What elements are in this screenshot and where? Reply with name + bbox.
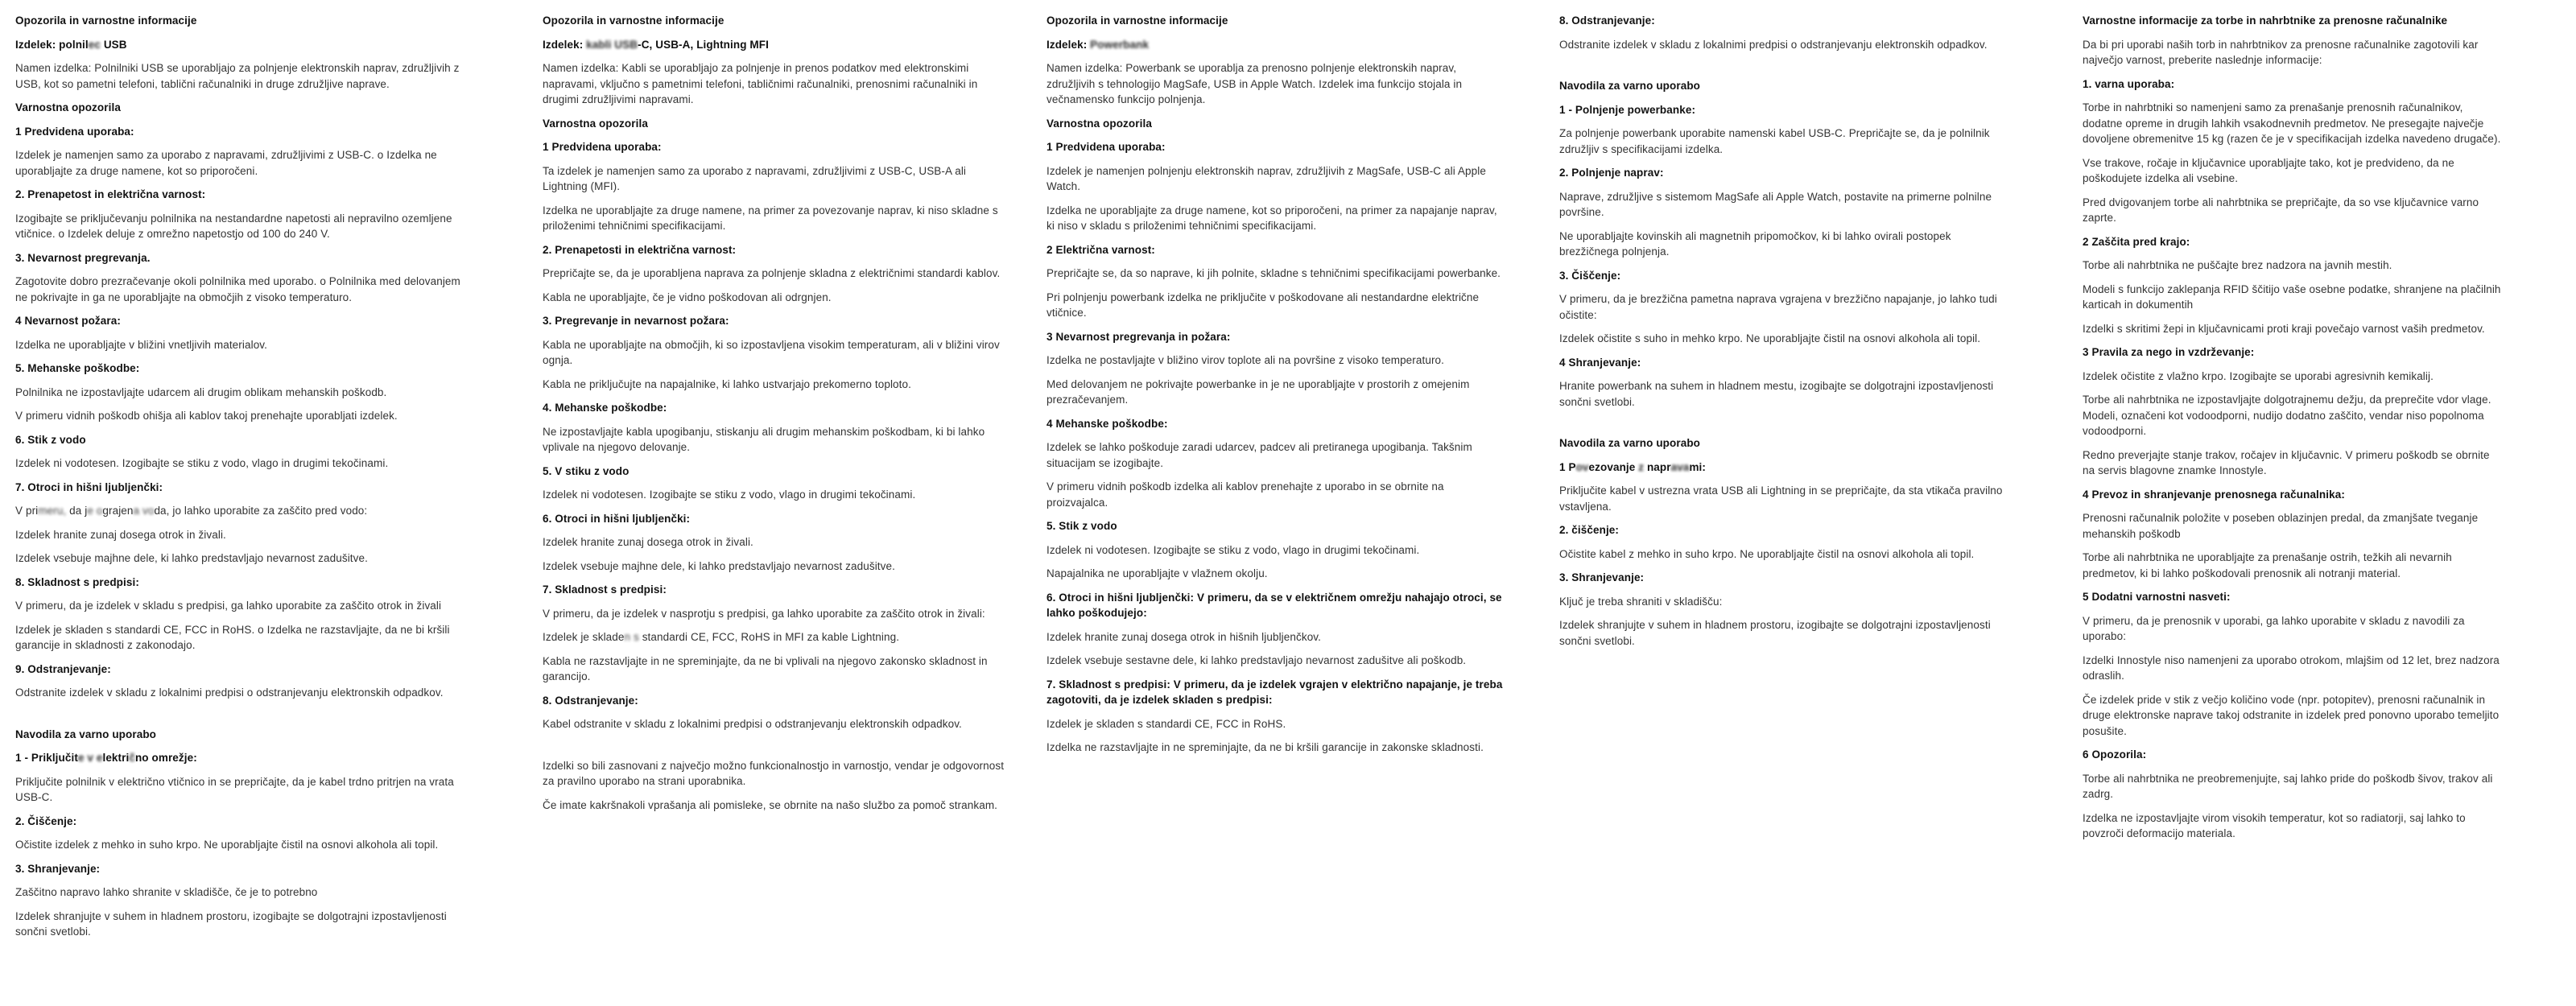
section-heading: [1046, 590, 1507, 621]
section-heading: [15, 575, 466, 591]
paragraph: [543, 266, 1005, 282]
text-run: Prepričajte se, da so naprave, ki jih polnite, skladne s tehničnimi specifikacijami powerbanke.: [1046, 267, 1501, 279]
section-heading: [15, 662, 466, 678]
text-run: Izdelek je skladen s standardi CE, FCC in RoHS.: [1046, 717, 1286, 730]
text-run: Izdelek se lahko poškoduje zaradi udarcev, padcev ali pretiranega upogibanja. Takšnim situacijam se izogibajte.: [1046, 441, 1472, 469]
paragraph: [2083, 369, 2501, 385]
paragraph: [2083, 613, 2501, 645]
paragraph: [15, 598, 466, 614]
section-heading: [1046, 518, 1507, 534]
text-run: 2 Električna varnost:: [1046, 243, 1155, 256]
section-heading: [2083, 13, 2501, 29]
blurred-text: kabli USB: [586, 38, 638, 51]
text-run: Opozorila in varnostne informacije: [1046, 14, 1228, 27]
blank-line: [15, 709, 466, 727]
section-heading: [15, 37, 466, 53]
text-run: Kabla ne uporabljajte, če je vidno poškodovan ali odrgnjen.: [543, 291, 832, 303]
section-heading: [15, 727, 466, 743]
column-cables: [543, 13, 1005, 821]
paragraph: [543, 798, 1005, 814]
text-run: Zaščitno napravo lahko shranite v skladišče, če je to potrebno: [15, 886, 318, 898]
text-run: 1 Predvidena uporaba:: [543, 141, 662, 153]
section-heading: [543, 693, 1005, 709]
text-run: 2. Polnjenje naprav:: [1559, 167, 1664, 179]
paragraph: [15, 147, 466, 179]
text-run: Izdelek je namenjen polnjenju elektronskih naprav, združljivih z MagSafe, USB-C ali Apple Watch.: [1046, 164, 1486, 192]
text-run: Torbe ali nahrbtnika ne uporabljajte za prenašanje ostrih, težkih ali nevarnih predmetov, ki bi lahko poškodovali prenosnik ali notranji material.: [2083, 551, 2452, 579]
paragraph: [1559, 483, 2010, 514]
section-heading: [15, 100, 466, 116]
paragraph: [1046, 60, 1507, 108]
paragraph: [2083, 258, 2501, 274]
text-run: Za polnjenje powerbank uporabite namenski kabel USB-C. Prepričajte se, da je polnilnik združljiv s specifikacijami izdelka.: [1559, 127, 1990, 155]
text-run: Izdelka ne uporabljajte za druge namene, kot so priporočeni, na primer za napajanje naprav, ki niso v skladu s priloženimi tehničnimi specifikacijami.: [1046, 204, 1497, 232]
paragraph: [543, 290, 1005, 306]
section-heading: [543, 511, 1005, 527]
section-heading: [15, 313, 466, 329]
text-run: 4. Mehanske poškodbe:: [543, 402, 667, 414]
text-run: Hranite powerbank na suhem in hladnem mestu, izogibajte se dolgotrajni izpostavljenosti sončni svetlobi.: [1559, 380, 1994, 408]
text-run: Namen izdelka: Kabli se uporabljajo za polnjenje in prenos podatkov med elektronskimi napravami, vključno s pametnimi telefoni, tabličnimi računalniki, prenosnimi računalniki in drugimi združljivimi napravami.: [543, 62, 978, 105]
paragraph: [2083, 321, 2501, 337]
text-run: Ključ je treba shraniti v skladišču:: [1559, 595, 1723, 608]
text-run: Naprave, združljive s sistemom MagSafe ali Apple Watch, postavite na primerne polnilne površine.: [1559, 190, 1992, 218]
text-run: Da bi pri uporabi naših torb in nahrbtnikov za prenosne računalnike zagotovili kar največjo varnost, preberite naslednje informacije:: [2083, 38, 2479, 66]
column-charger-usb: [15, 13, 466, 948]
section-heading: [543, 116, 1005, 132]
text-run: Prepričajte se, da je uporabljena naprava za polnjenje skladna z električnimi standardi kablov.: [543, 267, 1001, 279]
paragraph: [543, 534, 1005, 550]
paragraph: [543, 716, 1005, 732]
blurred-text: e v e: [77, 752, 103, 764]
text-run: 2. Prenapetosti in električna varnost:: [543, 243, 737, 256]
text-run: Izdelek vsebuje sestavne dele, ki lahko predstavljajo nevarnost zadušitve ali poškodb.: [1046, 654, 1467, 666]
paragraph: [2083, 810, 2501, 842]
section-heading: [15, 480, 466, 496]
text-run: 3. Nevarnost pregrevanja.: [15, 251, 151, 264]
text-run: da j: [66, 505, 88, 517]
text-run: V primeru, da je brezžična pametna naprava vgrajena v brezžično napajanje, jo lahko tudi očistite:: [1559, 293, 1997, 321]
paragraph: [15, 622, 466, 653]
paragraph: [1046, 353, 1507, 369]
text-run: 1 Predvidena uporaba:: [15, 125, 134, 138]
section-heading: [15, 432, 466, 448]
text-run: 5 Dodatni varnostni nasveti:: [2083, 591, 2231, 603]
text-run: 6. Stik z vodo: [15, 433, 86, 446]
paragraph: [15, 337, 466, 353]
text-run: napr: [1644, 460, 1671, 473]
text-run: 2. Prenapetost in električna varnost:: [15, 188, 206, 200]
section-heading: [2083, 76, 2501, 93]
section-heading: [2083, 747, 2501, 763]
paragraph: [1559, 331, 2010, 347]
text-run: standardi CE, FCC, RoHS in MFI za kable Lightning.: [642, 631, 900, 643]
section-heading: [1046, 37, 1507, 53]
paragraph: [15, 456, 466, 472]
column-powerbank-usage: [1559, 13, 2010, 657]
paragraph: [1559, 37, 2010, 53]
blurred-text: a vo: [133, 505, 155, 517]
text-run: V primeru vidnih poškodb ohišja ali kablov takoj prenehajte uporabljati izdelek.: [15, 410, 398, 422]
text-run: 1 Predvidena uporaba:: [1046, 141, 1166, 153]
text-run: Varnostne informacije za torbe in nahrbtnike za prenosne računalnike: [2083, 14, 2448, 27]
paragraph: [543, 377, 1005, 393]
text-run: Če imate kakršnakoli vprašanja ali pomisleke, se obrnite na našo službo za pomoč strankam.: [543, 798, 998, 811]
section-heading: [1046, 677, 1507, 708]
section-heading: [2083, 344, 2501, 361]
paragraph: [15, 685, 466, 701]
section-heading: [1559, 165, 2010, 181]
text-run: Izdelka ne izpostavljajte virom visokih temperatur, kot so radiatorji, saj lahko to povzroči deformacijo materiala.: [2083, 811, 2466, 839]
paragraph: [15, 503, 466, 519]
section-heading: [2083, 234, 2501, 250]
text-run: Izogibajte se priključevanju polnilnika na nestandardne napetosti ali nepravilno ozemljene vtičnice. o Izdelek deluje z omrežno napetostjo od 100 do 240 V.: [15, 212, 452, 240]
text-run: Izdelek je skladen s standardi CE, FCC in RoHS. o Izdelka ne razstavljajte, da ne bi kršili garancije in skladnosti z zakonodajo.: [15, 623, 450, 651]
text-run: Izdelek hranite zunaj dosega otrok in živali.: [543, 536, 753, 548]
paragraph: [1559, 291, 2010, 323]
section-heading: [1046, 116, 1507, 132]
text-run: 4 Nevarnost požara:: [15, 315, 121, 327]
section-heading: [1559, 522, 2010, 538]
text-run: Vse trakove, ročaje in ključavnice uporabljajte tako, kot je predvideno, da ne poškodujete izdelka ali vsebine.: [2083, 156, 2454, 184]
paragraph: [1046, 653, 1507, 669]
text-run: Odstranite izdelek v skladu z lokalnimi predpisi o odstranjevanju elektronskih odpadkov.: [15, 686, 444, 699]
blank-line: [1559, 60, 2010, 78]
section-heading: [1559, 355, 2010, 371]
text-run: Izdelek hranite zunaj dosega otrok in živali.: [15, 528, 226, 541]
text-run: Modeli s funkcijo zaklepanja RFID ščitijo vaše osebne podatke, shranjene na plačilnih karticah in dokumentih: [2083, 282, 2501, 311]
text-run: Napajalnika ne uporabljajte v vlažnem okolju.: [1046, 567, 1268, 579]
paragraph: [15, 837, 466, 853]
section-heading: [2083, 589, 2501, 605]
section-heading: [15, 814, 466, 830]
text-run: Prenosni računalnik položite v poseben oblazinjen predal, da zmanjšate tveganje mehanskih poškodb: [2083, 512, 2479, 540]
text-run: Opozorila in varnostne informacije: [543, 14, 724, 27]
text-run: Če izdelek pride v stik z večjo količino vode (npr. potopitev), prenosni računalnik in druge elektronske naprave takoj odstranite in izdelek pred ponovno uporabo temeljito posušite.: [2083, 693, 2500, 737]
section-heading: [15, 250, 466, 266]
text-run: 8. Skladnost s predpisi:: [15, 575, 139, 588]
text-run: grajen: [102, 505, 134, 517]
text-run: Izdelek očistite z vlažno krpo. Izogibajte se uporabi agresivnih kemikalij.: [2083, 369, 2434, 382]
text-run: 1 - Priključit: [15, 752, 78, 764]
paragraph: [1046, 163, 1507, 195]
text-run: 5. V stiku z vodo: [543, 464, 630, 477]
text-run: Izdelek ni vodotesen. Izogibajte se stiku z vodo, vlago in drugimi tekočinami.: [543, 489, 916, 501]
section-heading: [1559, 460, 2010, 476]
text-run: Varnostna opozorila: [15, 101, 121, 113]
paragraph: [1046, 542, 1507, 559]
text-run: Očistite kabel z mehko in suho krpo. Ne uporabljajte čistil na osnovi alkohola ali topil.: [1559, 547, 1975, 560]
text-run: 6. Otroci in hišni ljubljenčki:: [543, 512, 691, 525]
paragraph: [543, 559, 1005, 575]
paragraph: [1046, 479, 1507, 510]
paragraph: [15, 527, 466, 543]
paragraph: [1046, 266, 1507, 282]
blurred-text: ec: [88, 38, 101, 51]
text-run: Izdelek:: [543, 38, 587, 51]
paragraph: [2083, 692, 2501, 740]
text-run: 5. Stik z vodo: [1046, 520, 1117, 532]
paragraph: [15, 274, 466, 305]
blurred-text: e o: [87, 505, 103, 517]
paragraph: [543, 487, 1005, 503]
paragraph: [543, 653, 1005, 685]
paragraph: [1046, 290, 1507, 321]
blurred-text: n s: [624, 631, 642, 643]
text-run: Izdelka ne uporabljajte za druge namene, na primer za povezovanje naprav, ki niso skladne s priloženimi tehničnimi specifikacijami.: [543, 204, 998, 232]
text-run: 9. Odstranjevanje:: [15, 662, 111, 675]
section-heading: [543, 582, 1005, 598]
text-run: 4 Prevoz in shranjevanje prenosnega računalnika:: [2083, 488, 2345, 501]
text-run: 7. Otroci in hišni ljubljenčki:: [15, 480, 163, 493]
text-run: 3. Shranjevanje:: [1559, 571, 1645, 583]
paragraph: [543, 203, 1005, 234]
text-run: Izdelka ne uporabljajte v bližini vnetljivih materialov.: [15, 338, 268, 351]
text-run: Izdelek:: [1046, 38, 1091, 51]
text-run: 2. Čiščenje:: [15, 814, 77, 827]
text-run: Kabel odstranite v skladu z lokalnimi predpisi o odstranjevanju elektronskih odpadkov.: [543, 718, 962, 730]
text-run: 6. Otroci in hišni ljubljenčki: V primeru, da se v električnem omrežju nahajajo otroci, se lahko poškodujejo:: [1046, 591, 1502, 619]
paragraph: [1046, 377, 1507, 408]
text-run: 1 - Polnjenje powerbanke:: [1559, 103, 1696, 116]
paragraph: [2083, 155, 2501, 187]
paragraph: [1559, 617, 2010, 649]
text-run: 6 Opozorila:: [2083, 748, 2147, 761]
blurred-text: ava: [1670, 460, 1690, 473]
blank-line: [543, 740, 1005, 758]
text-run: Polnilnika ne izpostavljajte udarcem ali drugim oblikam mehanskih poškodb.: [15, 385, 387, 398]
text-run: Ne izpostavljajte kabla upogibanju, stiskanju ali drugim mehanskim poškodbam, ki bi lahko vplivale na njegovo delovanje.: [543, 425, 985, 453]
text-run: Torbe ali nahrbtnika ne izpostavljajte dolgotrajnemu dežju, da preprečite vdor vlage. Modeli, označeni kot vodoodporni, nudijo dodatno zaščito, vendar niso popolnoma vodoodporni.: [2083, 394, 2491, 437]
text-run: V pri: [15, 505, 39, 517]
text-run: mi:: [1689, 460, 1706, 473]
paragraph: [543, 629, 1005, 645]
paragraph: [543, 60, 1005, 108]
text-run: Priključite polnilnik v električno vtičnico in se prepričajte, da je kabel trdno pritrjen na vrata USB-C.: [15, 775, 454, 803]
paragraph: [2083, 771, 2501, 802]
text-run: 3 Nevarnost pregrevanja in požara:: [1046, 330, 1231, 343]
text-run: Izdelek shranjujte v suhem in hladnem prostoru, izogibajte se dolgotrajni izpostavljenosti sončni svetlobi.: [1559, 619, 1991, 647]
section-heading: [15, 750, 466, 766]
text-run: Namen izdelka: Polnilniki USB se uporabljajo za polnjenje elektronskih naprav, združljivih z USB, kot so pametni telefoni, tablični računalniki in druge združljive naprave.: [15, 62, 460, 90]
section-heading: [15, 861, 466, 877]
section-heading: [15, 13, 466, 29]
text-run: Pri polnjenju powerbank izdelka ne priključite v poškodovane ali nestandardne električne vtičnice.: [1046, 291, 1480, 319]
text-run: lektri: [102, 752, 130, 764]
paragraph: [2083, 37, 2501, 68]
text-run: USB: [100, 38, 127, 51]
text-run: Namen izdelka: Powerbank se uporablja za prenosno polnjenje elektronskih naprav, združljivih s tehnologijo MagSafe, USB in Apple Watch. Izdelek ima funkcijo stojala in večnamensko funkcijo polnjenja.: [1046, 62, 1463, 105]
text-run: 7. Skladnost s predpisi: V primeru, da je izdelek vgrajen v električno napajanje, je treba zagotoviti, da je izdelek skladen s predpisi:: [1046, 678, 1503, 706]
text-run: 3. Čiščenje:: [1559, 269, 1621, 282]
text-run: Opozorila in varnostne informacije: [15, 14, 197, 27]
text-run: Izdelek očistite s suho in mehko krpo. Ne uporabljajte čistil na osnovi alkohola ali topil.: [1559, 332, 1981, 344]
blank-line: [1559, 418, 2010, 435]
text-run: Torbe ali nahrbtnika ne preobremenjujte, saj lahko pride do poškodb šivov, trakov ali zadrg.: [2083, 772, 2493, 800]
text-run: Izdelki s skritimi žepi in ključavnicami proti kraji povečajo varnost vaših predmetov.: [2083, 322, 2485, 335]
column-laptop-bags: [2083, 13, 2501, 850]
paragraph: [1559, 594, 2010, 610]
text-run: Navodila za varno uporabo: [1559, 437, 1701, 449]
text-run: Izdelek ni vodotesen. Izogibajte se stiku z vodo, vlago in drugimi tekočinami.: [15, 457, 389, 469]
text-run: Navodila za varno uporabo: [1559, 80, 1701, 92]
text-run: Izdelek: polnil: [15, 38, 89, 51]
text-run: V primeru, da je izdelek v nasprotju s predpisi, ga lahko uporabite za zaščito otrok in živali:: [543, 607, 985, 620]
text-run: Ta izdelek je namenjen samo za uporabo z napravami, združljivimi z USB-C, USB-A ali Lightning (MFI).: [543, 164, 967, 192]
paragraph: [15, 408, 466, 424]
blurred-text: meru,: [38, 505, 67, 517]
text-run: Zagotovite dobro prezračevanje okoli polnilnika med uporabo. o Polnilnika med delovanjem ne pokrivajte in ga ne uporabljajte na območjih z visoko temperaturo.: [15, 275, 460, 303]
blurred-text: Powerbank: [1090, 38, 1150, 51]
text-run: Varnostna opozorila: [1046, 117, 1152, 130]
paragraph: [1046, 629, 1507, 645]
text-run: 2. čiščenje:: [1559, 524, 1619, 536]
section-heading: [15, 187, 466, 203]
section-heading: [543, 464, 1005, 480]
paragraph: [15, 550, 466, 567]
section-heading: [1046, 416, 1507, 432]
paragraph: [1559, 189, 2010, 221]
text-run: 8. Odstranjevanje:: [1559, 14, 1655, 27]
paragraph: [543, 424, 1005, 456]
paragraph: [1559, 126, 2010, 157]
text-run: Navodila za varno uporabo: [15, 728, 157, 740]
text-run: V primeru vidnih poškodb izdelka ali kablov prenehajte z uporabo in se obrnite na proizvajalca.: [1046, 480, 1444, 509]
section-heading: [2083, 487, 2501, 503]
text-run: Izdelek je namenjen samo za uporabo z napravami, združljivimi z USB-C. o Izdelka ne uporabljajte za druge namene, kot so priporočeni.: [15, 149, 437, 177]
text-run: 2 Zaščita pred krajo:: [2083, 235, 2190, 248]
text-run: Izdelek ni vodotesen. Izogibajte se stiku z vodo, vlago in drugimi tekočinami.: [1046, 543, 1420, 556]
paragraph: [1559, 546, 2010, 563]
text-run: Kabla ne priključujte na napajalnike, ki lahko ustvarjajo prekomerno toploto.: [543, 377, 911, 390]
section-heading: [1559, 13, 2010, 29]
section-heading: [543, 242, 1005, 258]
text-run: Izdelka ne razstavljajte in ne spreminjajte, da ne bi kršili garancije in zakonske skladnosti.: [1046, 741, 1484, 753]
section-heading: [543, 400, 1005, 416]
column-powerbank: [1046, 13, 1507, 764]
text-run: 3. Shranjevanje:: [15, 862, 101, 875]
section-heading: [15, 361, 466, 377]
paragraph: [543, 606, 1005, 622]
section-heading: [1559, 435, 2010, 451]
section-heading: [1559, 102, 2010, 118]
section-heading: [1046, 13, 1507, 29]
text-run: Očistite izdelek z mehko in suho krpo. Ne uporabljajte čistil na osnovi alkohola ali topil.: [15, 839, 439, 851]
paragraph: [1046, 740, 1507, 756]
text-run: ezovanje: [1588, 460, 1639, 473]
text-run: Pred dvigovanjem torbe ali nahrbtnika se prepričajte, da so vse ključavnice varno zaprte.: [2083, 196, 2479, 224]
paragraph: [2083, 653, 2501, 684]
text-run: 3. Pregrevanje in nevarnost požara:: [543, 315, 729, 327]
paragraph: [2083, 282, 2501, 313]
paragraph: [15, 774, 466, 806]
section-heading: [1046, 242, 1507, 258]
text-run: 5. Mehanske poškodbe:: [15, 362, 140, 374]
text-run: Torbe in nahrbtniki so namenjeni samo za prenašanje prenosnih računalnikov, dodatne opreme in drugih lahkih vsakodnevnih predmetov. Ne presegajte največje dovoljene obremenitve 15 kg (razen če je v specifikacijah izdelka navedeno drugače).: [2083, 101, 2501, 145]
text-run: Priključite kabel v ustrezna vrata USB ali Lightning in se prepričajte, da sta vtikača pravilno vstavljena.: [1559, 484, 2003, 513]
paragraph: [1559, 378, 2010, 410]
paragraph: [1046, 439, 1507, 471]
paragraph: [15, 909, 466, 940]
section-heading: [1046, 329, 1507, 345]
paragraph: [2083, 392, 2501, 439]
text-run: Izdelek vsebuje majhne dele, ki lahko predstavljajo nevarnost zadušitve.: [543, 559, 895, 572]
section-heading: [543, 139, 1005, 155]
text-run: 4 Mehanske poškodbe:: [1046, 417, 1168, 430]
text-run: Izdelek shranjujte v suhem in hladnem prostoru, izogibajte se dolgotrajni izpostavljenosti sončni svetlobi.: [15, 909, 447, 938]
text-run: 1 P: [1559, 460, 1576, 473]
text-run: Izdelek je sklade: [543, 631, 625, 643]
text-run: -C, USB-A, Lightning MFI: [638, 38, 769, 51]
text-run: Kabla ne razstavljajte in ne spreminjajte, da ne bi vplivali na njegovo zakonsko skladnost in garancijo.: [543, 654, 988, 682]
text-run: Izdelek vsebuje majhne dele, ki lahko predstavljajo nevarnost zadušitve.: [15, 552, 368, 564]
text-run: Izdelki Innostyle niso namenjeni za uporabo otrokom, mlajšim od 12 let, brez nadzora odraslih.: [2083, 653, 2500, 682]
text-run: Izdelka ne postavljajte v bližino virov toplote ali na površine z visoko temperaturo.: [1046, 354, 1444, 366]
text-run: Redno preverjajte stanje trakov, ročajev in ključavnic. V primeru poškodb se obrnite na servis blagovne znamke Innostyle.: [2083, 448, 2490, 476]
section-heading: [543, 313, 1005, 329]
paragraph: [15, 385, 466, 401]
paragraph: [2083, 100, 2501, 147]
section-heading: [15, 124, 466, 140]
paragraph: [543, 163, 1005, 195]
blurred-text: z: [1638, 460, 1645, 473]
blurred-text: ov: [1575, 460, 1589, 473]
paragraph: [2083, 447, 2501, 479]
text-run: no omrežje:: [134, 752, 197, 764]
paragraph: [1559, 229, 2010, 260]
paragraph: [1046, 716, 1507, 732]
section-heading: [1559, 268, 2010, 284]
text-run: Odstranite izdelek v skladu z lokalnimi predpisi o odstranjevanju elektronskih odpadkov.: [1559, 38, 1988, 51]
text-run: Varnostna opozorila: [543, 117, 648, 130]
section-heading: [543, 13, 1005, 29]
text-run: Izdelki so bili zasnovani z največjo možno funkcionalnostjo in varnostjo, vendar je odgovornost za pravilno uporabo na strani uporabnika.: [543, 759, 1005, 787]
text-run: Izdelek hranite zunaj dosega otrok in hišnih ljubljenčkov.: [1046, 630, 1321, 643]
blurred-text: č: [129, 752, 135, 764]
text-run: 1. varna uporaba:: [2083, 77, 2175, 90]
text-run: da, jo lahko uporabite za zaščito pred vodo:: [154, 505, 368, 517]
paragraph: [15, 884, 466, 901]
section-heading: [543, 37, 1005, 53]
paragraph: [2083, 510, 2501, 542]
text-run: V primeru, da je izdelek v skladu s predpisi, ga lahko uporabite za zaščito otrok in živali: [15, 600, 442, 612]
text-run: 8. Odstranjevanje:: [543, 694, 638, 707]
text-run: V primeru, da je prenosnik v uporabi, ga lahko uporabite v skladu z navodili za uporabo:: [2083, 614, 2465, 642]
text-run: Ne uporabljajte kovinskih ali magnetnih pripomočkov, ki bi lahko ovirali postopek brezžičnega polnjenja.: [1559, 229, 1951, 258]
text-run: 3 Pravila za nego in vzdrževanje:: [2083, 346, 2255, 358]
text-run: Torbe ali nahrbtnika ne puščajte brez nadzora na javnih mestih.: [2083, 259, 2392, 271]
paragraph: [15, 60, 466, 92]
paragraph: [543, 758, 1005, 790]
paragraph: [1046, 566, 1507, 582]
text-run: 7. Skladnost s predpisi:: [543, 583, 667, 596]
paragraph: [1046, 203, 1507, 234]
paragraph: [2083, 195, 2501, 226]
section-heading: [1559, 78, 2010, 94]
text-run: 4 Shranjevanje:: [1559, 356, 1641, 369]
paragraph: [15, 211, 466, 242]
paragraph: [543, 337, 1005, 369]
section-heading: [1559, 570, 2010, 586]
text-run: Kabla ne uporabljajte na območjih, ki so izpostavljena visokim temperaturam, ali v bližini virov ognja.: [543, 338, 1000, 366]
section-heading: [1046, 139, 1507, 155]
text-run: Med delovanjem ne pokrivajte powerbanke in je ne uporabljajte v prostorih z omejenim prezračevanjem.: [1046, 377, 1470, 406]
paragraph: [2083, 550, 2501, 581]
